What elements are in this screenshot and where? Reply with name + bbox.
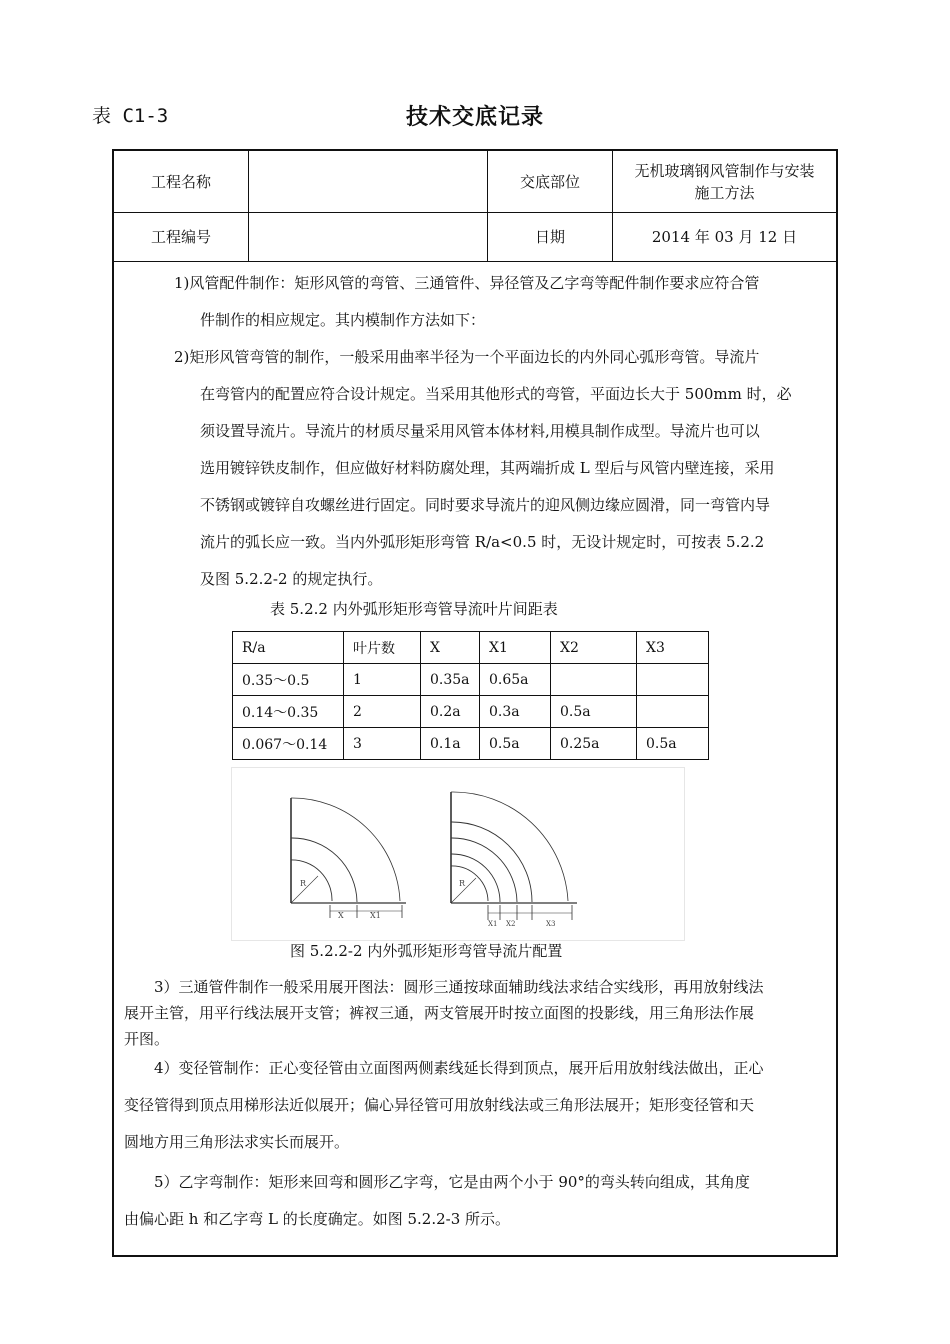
elbow-vane-diagram — [232, 768, 684, 940]
paragraph-4-line: 变径管得到顶点用梯形法近似展开；偏心异径管可用放射线法或三角形法展开；矩形变径管和天 — [124, 1096, 755, 1114]
table-cell: 0.3a — [480, 696, 551, 728]
paragraph-3-line: 3）三通管件制作一般采用展开图法：圆形三通按球面辅助线法求结合实线形，再用放射线法 — [154, 978, 764, 996]
table-cell: 0.1a — [421, 728, 480, 760]
paragraph-5-line: 由偏心距 h 和乙字弯 L 的长度确定。如图 5.2.2-3 所示。 — [124, 1210, 511, 1228]
paragraph-3-line: 开图。 — [124, 1030, 170, 1048]
table-row — [233, 664, 709, 696]
project-no-value — [249, 212, 487, 261]
table-cell: 3 — [344, 728, 421, 760]
table-header-cell: X1 — [480, 632, 551, 664]
table-cell: 0.25a — [551, 728, 637, 760]
table-header-cell: 叶片数 — [344, 632, 421, 664]
date-value: 2014 年 03 月 12 日 — [651, 227, 798, 246]
paragraph-2-line: 及图 5.2.2-2 的规定执行。 — [200, 570, 383, 588]
paragraph-5-line: 5）乙字弯制作：矩形来回弯和圆形乙字弯，它是由两个小于 90°的弯头转向组成，其角度 — [154, 1173, 750, 1191]
table-header-row — [233, 632, 709, 664]
table-header-cell: X2 — [551, 632, 637, 664]
table-cell: 0.5a — [637, 728, 709, 760]
figure-label: X1 — [488, 920, 498, 928]
paragraph-4-line: 圆地方用三角形法求实长而展开。 — [124, 1133, 350, 1151]
table-cell: 0.35～0.5 — [233, 664, 344, 696]
paragraph-1-line: 件制作的相应规定。其内模制作方法如下： — [200, 311, 486, 329]
figure-label: X1 — [370, 911, 381, 920]
table-cell: 0.2a — [421, 696, 480, 728]
table-header-cell: X — [421, 632, 480, 664]
project-name-value — [249, 151, 487, 212]
table-cell: 0.65a — [480, 664, 551, 696]
project-no-label: 工程编号 — [150, 227, 211, 246]
paragraph-2-line: 2)矩形风管弯管的制作，一般采用曲率半径为一个平面边长的内外同心弧形弯管。导流片 — [174, 348, 760, 366]
left-elbow-drawing — [291, 798, 406, 918]
figure-label: X — [338, 911, 344, 920]
table-row — [233, 728, 709, 760]
handover-part-value-line2: 施工方法 — [694, 183, 755, 202]
paragraph-1-line: 1)风管配件制作：矩形风管的弯管、三通管件、异径管及乙字弯等配件制作要求应符合管 — [174, 274, 760, 292]
paragraph-2-line: 须设置导流片。导流片的材质尽量采用风管本体材料,用模具制作成型。导流片也可以 — [200, 422, 760, 440]
table-cell: 0.35a — [421, 664, 480, 696]
paragraph-3-line: 展开主管，用平行线法展开支管；裤衩三通，两支管展开时按立面图的投影线，用三角形法作展 — [124, 1004, 755, 1022]
table-cell — [637, 696, 709, 728]
figure-label: X2 — [506, 920, 516, 928]
table-cell: 0.067～0.14 — [233, 728, 344, 760]
table-header-cell: R/a — [233, 632, 344, 664]
project-name-label: 工程名称 — [150, 172, 211, 191]
paragraph-2-line: 在弯管内的配置应符合设计规定。当采用其他形式的弯管，平面边长大于 500mm 时，必 — [200, 385, 792, 403]
figure-caption: 图 5.2.2-2 内外弧形矩形弯管导流片配置 — [290, 942, 563, 960]
record-form — [112, 149, 838, 1257]
handover-part-value — [613, 151, 836, 212]
figure-label: X3 — [546, 920, 556, 928]
document-title: 技术交底记录 — [405, 105, 544, 130]
table-cell — [551, 664, 637, 696]
table-cell: 0.5a — [551, 696, 637, 728]
form-code: 表 C1-3 — [92, 105, 169, 127]
table-header-cell: X3 — [637, 632, 709, 664]
table-cell: 2 — [344, 696, 421, 728]
handover-part-label: 交底部位 — [519, 172, 580, 191]
figure-label: R — [300, 879, 307, 888]
table-cell: 0.5a — [480, 728, 551, 760]
handover-part-value-line1: 无机玻璃钢风管制作与安装 — [634, 161, 815, 180]
date-label: 日期 — [534, 227, 565, 246]
paragraph-2-line: 流片的弧长应一致。当内外弧形矩形弯管 R/a<0.5 时，无设计规定时，可按表 5.2.2 — [200, 533, 765, 551]
paragraph-2-line: 选用镀锌铁皮制作，但应做好材料防腐处理，其两端折成 L 型后与风管内壁连接，采用 — [200, 459, 775, 477]
table-cell — [637, 664, 709, 696]
table-caption: 表 5.2.2 内外弧形矩形弯管导流叶片间距表 — [270, 600, 558, 618]
table-row — [233, 696, 709, 728]
paragraph-2-line: 不锈钢或镀锌自攻螺丝进行固定。同时要求导流片的迎风侧边缘应圆滑，同一弯管内导 — [200, 496, 771, 514]
right-elbow-drawing — [451, 792, 577, 920]
info-row-project-name — [114, 151, 836, 213]
table-cell: 0.14～0.35 — [233, 696, 344, 728]
figure-label: R — [459, 879, 466, 888]
elbow-vane-figure — [231, 767, 685, 941]
info-row-project-no — [114, 212, 836, 262]
vane-spacing-table — [232, 631, 709, 760]
paragraph-4-line: 4）变径管制作：正心变径管由立面图两侧素线延长得到顶点，展开后用放射线法做出，正心 — [154, 1059, 764, 1077]
table-cell: 1 — [344, 664, 421, 696]
